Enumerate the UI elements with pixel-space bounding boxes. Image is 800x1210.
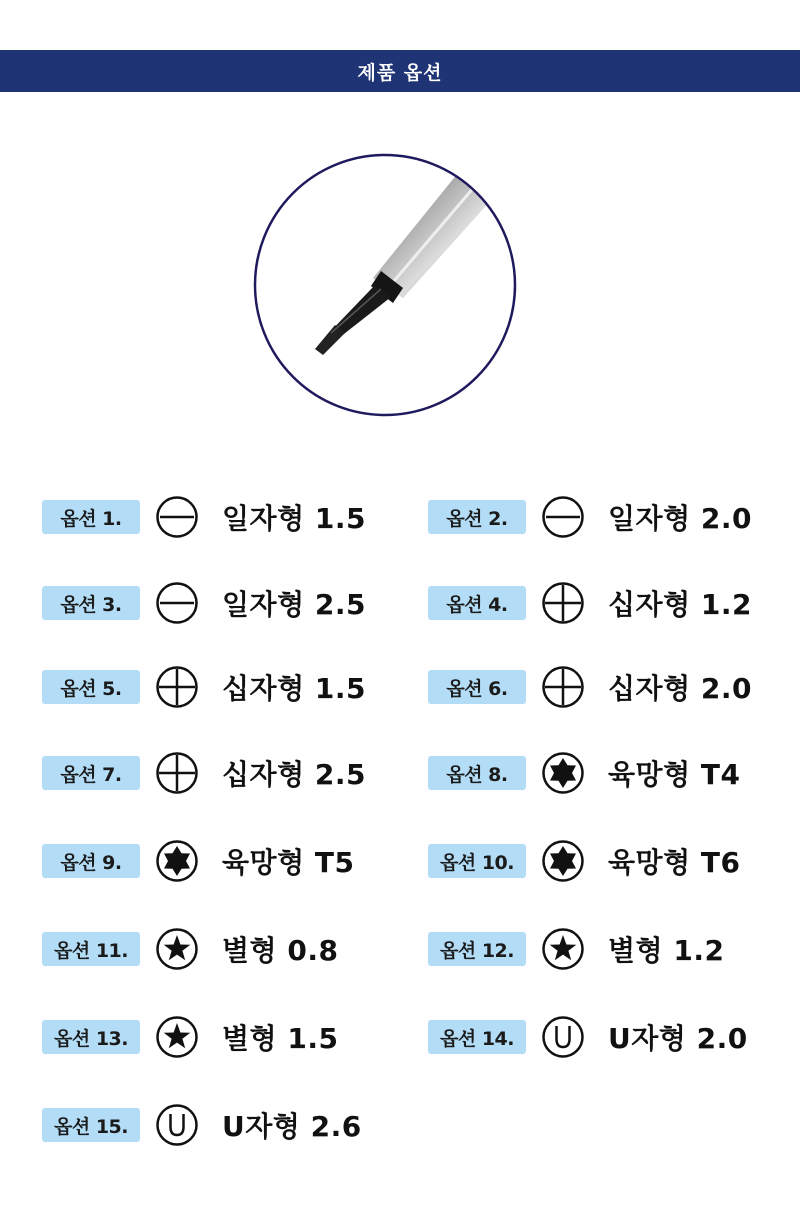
option-badge: 옵션 11. (42, 932, 140, 966)
u-type-icon (155, 1103, 199, 1147)
torx-icon (541, 751, 585, 795)
option-badge: 옵션 4. (428, 586, 526, 620)
pentalobe-star-icon (155, 927, 199, 971)
option-label: 별형 0.8 (222, 934, 339, 967)
option-badge: 옵션 15. (42, 1108, 140, 1142)
phillips-icon (541, 665, 585, 709)
phillips-icon (155, 665, 199, 709)
option-badge: 옵션 9. (42, 844, 140, 878)
option-label: 별형 1.2 (608, 934, 725, 967)
slotted-icon (155, 581, 199, 625)
option-label: 육망형 T4 (608, 758, 741, 791)
phillips-icon (541, 581, 585, 625)
option-badge: 옵션 14. (428, 1020, 526, 1054)
option-label: 육망형 T5 (222, 846, 355, 879)
option-badge: 옵션 1. (42, 500, 140, 534)
option-badge: 옵션 7. (42, 756, 140, 790)
option-label: 별형 1.5 (222, 1022, 339, 1055)
option-label: 일자형 2.0 (608, 502, 752, 535)
option-badge: 옵션 6. (428, 670, 526, 704)
option-label: U자형 2.6 (222, 1110, 362, 1143)
option-label: 일자형 2.5 (222, 588, 366, 621)
option-label: 십자형 1.5 (222, 672, 366, 705)
option-label: 육망형 T6 (608, 846, 741, 879)
option-badge: 옵션 8. (428, 756, 526, 790)
option-badge: 옵션 12. (428, 932, 526, 966)
option-badge: 옵션 2. (428, 500, 526, 534)
phillips-icon (155, 751, 199, 795)
option-badge: 옵션 13. (42, 1020, 140, 1054)
page-title: 제품 옵션 (357, 61, 443, 84)
torx-icon (155, 839, 199, 883)
option-badge: 옵션 5. (42, 670, 140, 704)
option-label: 십자형 2.5 (222, 758, 366, 791)
option-label: 십자형 1.2 (608, 588, 752, 621)
option-label: 일자형 1.5 (222, 502, 366, 535)
option-label: U자형 2.0 (608, 1022, 748, 1055)
option-badge: 옵션 10. (428, 844, 526, 878)
pentalobe-star-icon (541, 927, 585, 971)
slotted-icon (541, 495, 585, 539)
option-label: 십자형 2.0 (608, 672, 752, 705)
slotted-icon (155, 495, 199, 539)
torx-icon (541, 839, 585, 883)
u-type-icon (541, 1015, 585, 1059)
pentalobe-star-icon (155, 1015, 199, 1059)
option-badge: 옵션 3. (42, 586, 140, 620)
